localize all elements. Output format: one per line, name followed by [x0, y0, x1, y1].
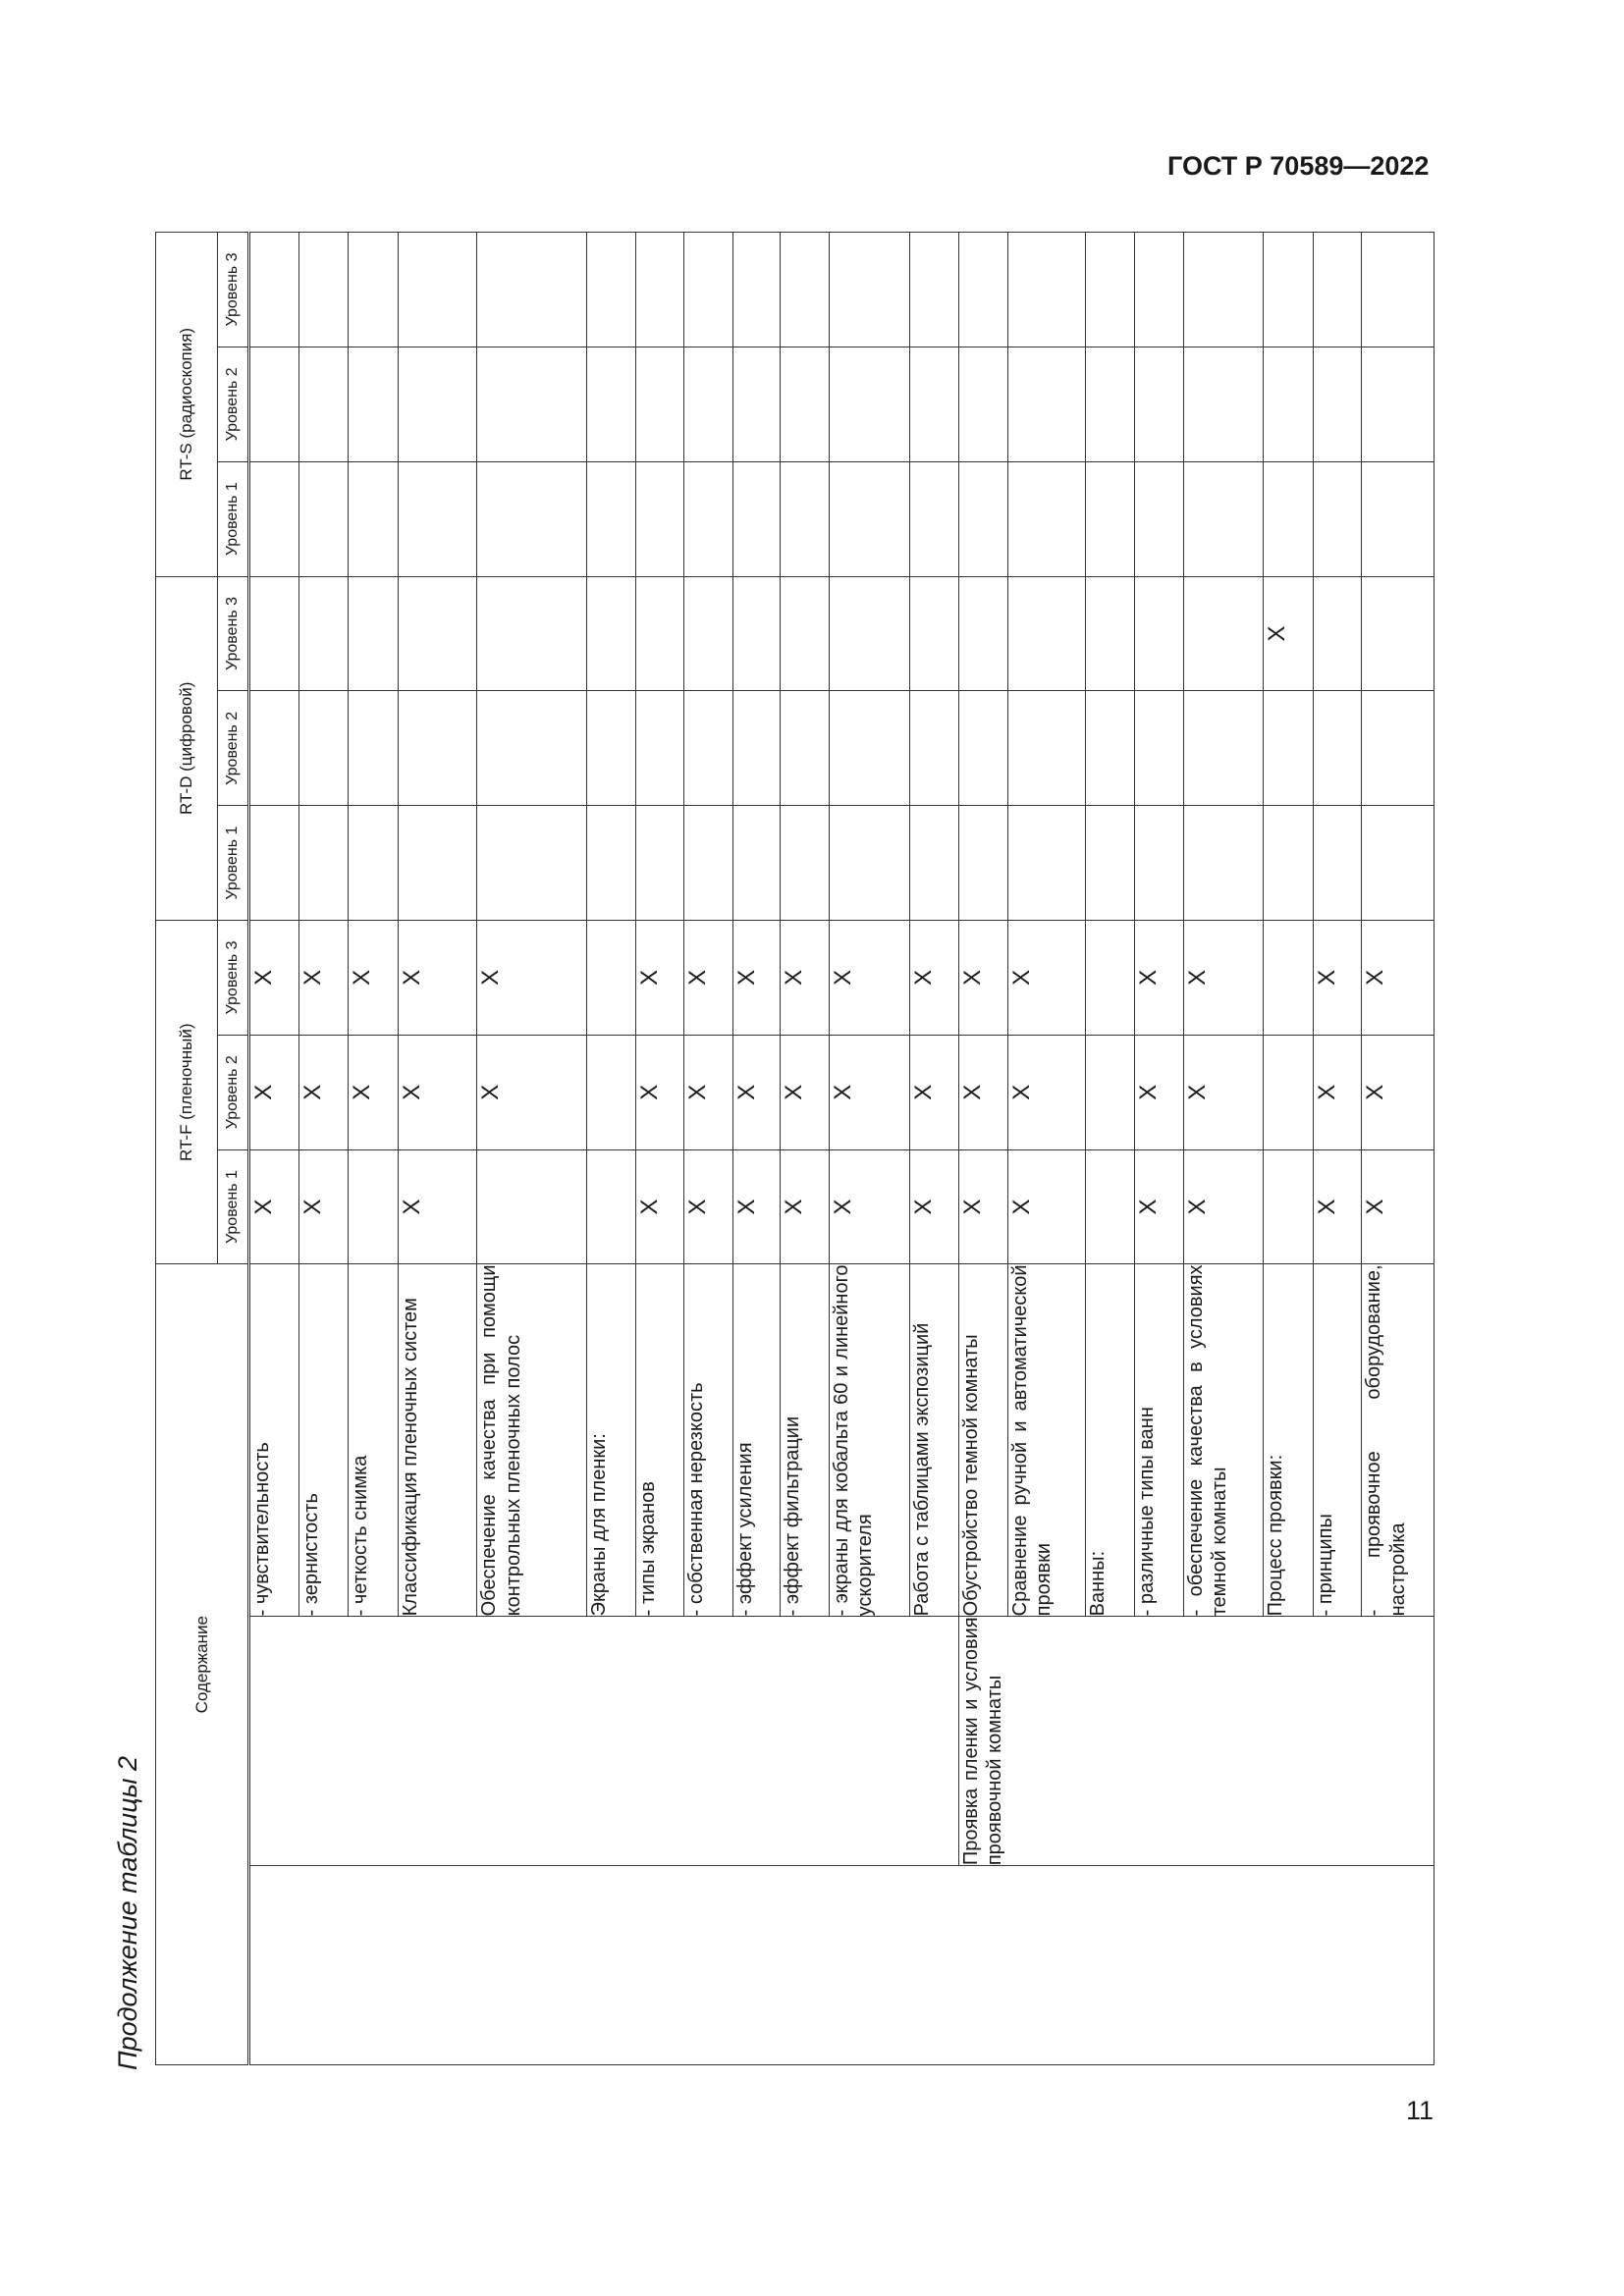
level-mark-cell: X — [1264, 576, 1314, 691]
level-mark-cell — [349, 806, 399, 921]
level-mark-cell — [1086, 1035, 1135, 1149]
level-mark-cell — [1183, 691, 1264, 806]
level-mark-cell — [1086, 691, 1135, 806]
row-content-cell: - обеспечение качества в условиях темной комнаты — [1183, 1264, 1264, 1617]
level-mark-cell: X — [732, 921, 781, 1036]
level-mark-cell — [684, 347, 733, 461]
level-mark-cell — [909, 691, 959, 806]
level-mark-cell — [684, 461, 733, 576]
level-mark-cell — [1362, 691, 1435, 806]
level-mark-cell: X — [959, 921, 1008, 1036]
level-mark-cell — [249, 461, 299, 576]
level-mark-cell — [684, 806, 733, 921]
level-header: Уровень 1 — [218, 1149, 249, 1264]
level-mark-cell: X — [909, 1035, 959, 1149]
level-mark-cell: X — [959, 1149, 1008, 1264]
level-mark-cell — [1313, 691, 1362, 806]
level-mark-cell — [1313, 806, 1362, 921]
level-mark-cell — [398, 691, 477, 806]
level-mark-cell — [1007, 461, 1086, 576]
level-mark-cell — [1264, 1035, 1314, 1149]
level-mark-cell — [249, 347, 299, 461]
level-mark-cell — [349, 1149, 399, 1264]
level-mark-cell — [1086, 461, 1135, 576]
level-mark-cell — [635, 347, 684, 461]
level-mark-cell: X — [635, 1035, 684, 1149]
level-mark-cell — [398, 347, 477, 461]
level-mark-cell: X — [1362, 1149, 1435, 1264]
level-mark-cell: X — [830, 1035, 910, 1149]
level-mark-cell — [1362, 576, 1435, 691]
level-mark-cell — [1362, 347, 1435, 461]
level-mark-cell: X — [781, 1149, 830, 1264]
level-mark-cell — [1183, 806, 1264, 921]
level-header: Уровень 1 — [218, 806, 249, 921]
level-mark-cell — [732, 347, 781, 461]
level-mark-cell — [587, 233, 636, 347]
level-mark-cell — [1313, 347, 1362, 461]
level-mark-cell — [732, 233, 781, 347]
row-content-cell: Обеспечение качества при помощи контрольных пленочных полос — [477, 1264, 587, 1617]
level-mark-cell: X — [684, 1149, 733, 1264]
level-header: Уровень 3 — [218, 921, 249, 1036]
row-content-cell: Классификация пленочных систем — [398, 1264, 477, 1617]
level-mark-cell — [1135, 691, 1184, 806]
level-mark-cell: X — [477, 1035, 587, 1149]
level-mark-cell — [1135, 576, 1184, 691]
level-mark-cell — [1264, 233, 1314, 347]
row-content-cell: Работа с таблицами экспозиций — [909, 1264, 959, 1617]
level-mark-cell — [781, 233, 830, 347]
level-mark-cell — [477, 461, 587, 576]
level-mark-cell — [909, 806, 959, 921]
level-mark-cell: X — [1007, 1149, 1086, 1264]
row-content-cell: Процесс проявки: — [1264, 1264, 1314, 1617]
row-content-cell: - принципы — [1313, 1264, 1362, 1617]
row-content-cell: - чувствительность — [249, 1264, 299, 1617]
level-header: Уровень 2 — [218, 1035, 249, 1149]
level-mark-cell — [349, 461, 399, 576]
level-mark-cell — [1264, 921, 1314, 1036]
level-mark-cell — [830, 576, 910, 691]
group-header-rt-d: RT-D (цифровой) — [156, 576, 218, 920]
level-mark-cell — [1313, 233, 1362, 347]
level-mark-cell: X — [1183, 1149, 1264, 1264]
row-content-cell: - проявочное оборудование, настройка — [1362, 1264, 1435, 1617]
level-header: Уровень 1 — [218, 461, 249, 576]
level-mark-cell — [1183, 347, 1264, 461]
level-mark-cell — [781, 461, 830, 576]
level-mark-cell — [959, 347, 1008, 461]
row-content-cell: Экраны для пленки: — [587, 1264, 636, 1617]
level-mark-cell — [249, 233, 299, 347]
level-header: Уровень 2 — [218, 347, 249, 461]
level-mark-cell — [349, 576, 399, 691]
level-mark-cell — [959, 806, 1008, 921]
level-mark-cell: X — [398, 1035, 477, 1149]
level-mark-cell — [1086, 233, 1135, 347]
level-mark-cell: X — [249, 1035, 299, 1149]
level-mark-cell — [1183, 233, 1264, 347]
row-content-cell: - типы экранов — [635, 1264, 684, 1617]
level-mark-cell: X — [349, 921, 399, 1036]
level-mark-cell — [909, 347, 959, 461]
level-mark-cell: X — [398, 1149, 477, 1264]
level-mark-cell — [1313, 576, 1362, 691]
level-mark-cell — [830, 233, 910, 347]
level-mark-cell — [587, 691, 636, 806]
level-mark-cell — [249, 806, 299, 921]
level-mark-cell: X — [830, 921, 910, 1036]
level-mark-cell — [1135, 461, 1184, 576]
level-mark-cell — [1264, 347, 1314, 461]
level-mark-cell — [1362, 233, 1435, 347]
level-mark-cell: X — [732, 1035, 781, 1149]
level-mark-cell: X — [298, 921, 349, 1036]
level-mark-cell — [298, 461, 349, 576]
level-mark-cell — [830, 347, 910, 461]
table-body — [249, 233, 1435, 2065]
level-mark-cell — [587, 461, 636, 576]
level-mark-cell — [477, 347, 587, 461]
table-row — [959, 233, 1008, 2065]
row-content-cell: - различные типы ванн — [1135, 1264, 1184, 1617]
level-mark-cell: X — [781, 1035, 830, 1149]
level-mark-cell — [959, 576, 1008, 691]
level-mark-cell: X — [349, 1035, 399, 1149]
level-mark-cell — [684, 233, 733, 347]
row-content-cell: - собственная нерезкость — [684, 1264, 733, 1617]
level-mark-cell — [398, 461, 477, 576]
level-mark-cell — [398, 576, 477, 691]
row-content-cell: - зернистость — [298, 1264, 349, 1617]
level-mark-cell: X — [1135, 1149, 1184, 1264]
level-mark-cell: X — [398, 921, 477, 1036]
level-mark-cell: X — [1183, 921, 1264, 1036]
standard-designation: ГОСТ Р 70589—2022 — [1167, 151, 1430, 181]
level-mark-cell — [635, 576, 684, 691]
level-mark-cell — [298, 691, 349, 806]
level-mark-cell — [298, 576, 349, 691]
level-mark-cell — [1007, 347, 1086, 461]
level-mark-cell — [1086, 347, 1135, 461]
level-mark-cell — [587, 806, 636, 921]
level-mark-cell — [298, 806, 349, 921]
level-mark-cell — [1362, 806, 1435, 921]
table-continuation-caption: Продолжение таблицы 2 — [113, 1755, 142, 2070]
level-mark-cell — [635, 806, 684, 921]
level-mark-cell: X — [298, 1035, 349, 1149]
level-mark-cell — [587, 1149, 636, 1264]
level-mark-cell — [349, 347, 399, 461]
level-mark-cell — [1086, 921, 1135, 1036]
level-mark-cell: X — [1362, 1035, 1435, 1149]
level-mark-cell — [1264, 461, 1314, 576]
level-mark-cell — [830, 691, 910, 806]
level-mark-cell — [635, 461, 684, 576]
level-mark-cell — [1264, 1149, 1314, 1264]
level-mark-cell — [781, 576, 830, 691]
level-mark-cell — [477, 806, 587, 921]
level-mark-cell — [1135, 233, 1184, 347]
level-mark-cell — [298, 233, 349, 347]
level-mark-cell — [1313, 461, 1362, 576]
row-content-cell: - эффект фильтрации — [781, 1264, 830, 1617]
level-mark-cell — [1086, 806, 1135, 921]
level-mark-cell: X — [1362, 921, 1435, 1036]
level-mark-cell: X — [684, 921, 733, 1036]
level-mark-cell — [909, 233, 959, 347]
level-mark-cell — [1086, 1149, 1135, 1264]
level-mark-cell — [477, 1149, 587, 1264]
level-mark-cell — [398, 806, 477, 921]
level-mark-cell — [1183, 576, 1264, 691]
level-mark-cell — [1183, 461, 1264, 576]
level-mark-cell — [1007, 691, 1086, 806]
level-mark-cell — [349, 233, 399, 347]
level-mark-cell — [959, 461, 1008, 576]
level-mark-cell: X — [781, 921, 830, 1036]
level-mark-cell: X — [1313, 1149, 1362, 1264]
level-mark-cell — [249, 576, 299, 691]
level-mark-cell — [959, 233, 1008, 347]
level-mark-cell: X — [1135, 1035, 1184, 1149]
level-mark-cell: X — [684, 1035, 733, 1149]
level-mark-cell: X — [1007, 1035, 1086, 1149]
level-mark-cell — [635, 233, 684, 347]
level-mark-cell — [349, 691, 399, 806]
section-cell-empty — [249, 1617, 959, 1866]
level-mark-cell — [1086, 576, 1135, 691]
level-mark-cell: X — [830, 1149, 910, 1264]
level-mark-cell — [1007, 576, 1086, 691]
level-mark-cell — [587, 576, 636, 691]
requirements-table-container — [155, 232, 1435, 2065]
level-mark-cell — [830, 806, 910, 921]
row-content-cell: - экраны для кобальта 60 и линейного ускорителя — [830, 1264, 910, 1617]
level-mark-cell — [781, 347, 830, 461]
level-mark-cell — [909, 576, 959, 691]
level-mark-cell — [732, 461, 781, 576]
table-row — [249, 233, 299, 2065]
level-mark-cell: X — [1183, 1035, 1264, 1149]
level-mark-cell — [830, 461, 910, 576]
level-header: Уровень 2 — [218, 691, 249, 806]
level-mark-cell — [1007, 233, 1086, 347]
requirements-table — [155, 232, 1435, 2065]
level-mark-cell — [587, 347, 636, 461]
level-mark-cell — [781, 806, 830, 921]
level-mark-cell: X — [477, 921, 587, 1036]
row-content-cell: - эффект усиления — [732, 1264, 781, 1617]
level-mark-cell — [587, 921, 636, 1036]
level-mark-cell: X — [635, 921, 684, 1036]
level-mark-cell: X — [635, 1149, 684, 1264]
group-header-rt-s: RT-S (радиоскопия) — [156, 233, 218, 577]
level-mark-cell — [1135, 806, 1184, 921]
level-mark-cell: X — [909, 921, 959, 1036]
level-mark-cell — [1135, 347, 1184, 461]
level-mark-cell — [909, 461, 959, 576]
level-mark-cell: X — [1007, 921, 1086, 1036]
level-mark-cell: X — [298, 1149, 349, 1264]
level-mark-cell — [684, 576, 733, 691]
topic-cell-empty — [249, 1866, 1435, 2065]
level-mark-cell — [1264, 806, 1314, 921]
level-mark-cell — [477, 233, 587, 347]
row-content-cell: Сравнение ручной и автоматической проявки — [1007, 1264, 1086, 1617]
row-content-cell: Обустройство темной комнаты — [959, 1264, 1008, 1617]
level-mark-cell — [249, 691, 299, 806]
group-header-rt-f: RT-F (пленочный) — [156, 921, 218, 1264]
level-mark-cell — [781, 691, 830, 806]
level-mark-cell — [732, 806, 781, 921]
level-mark-cell: X — [732, 1149, 781, 1264]
level-mark-cell — [398, 233, 477, 347]
level-mark-cell — [587, 1035, 636, 1149]
level-mark-cell — [959, 691, 1008, 806]
level-mark-cell: X — [909, 1149, 959, 1264]
level-mark-cell: X — [1313, 921, 1362, 1036]
level-mark-cell — [732, 691, 781, 806]
level-mark-cell: X — [1313, 1035, 1362, 1149]
level-mark-cell: X — [1135, 921, 1184, 1036]
level-header: Уровень 3 — [218, 576, 249, 691]
level-mark-cell — [1264, 691, 1314, 806]
level-mark-cell — [1007, 806, 1086, 921]
section-cell: Проявка пленки и условия проявочной комнаты — [959, 1617, 1435, 1866]
level-mark-cell — [684, 691, 733, 806]
level-mark-cell — [298, 347, 349, 461]
page-number: 11 — [1406, 2096, 1435, 2125]
level-mark-cell — [635, 691, 684, 806]
level-mark-cell — [477, 691, 587, 806]
level-mark-cell: X — [249, 1149, 299, 1264]
level-mark-cell — [732, 576, 781, 691]
level-mark-cell — [1362, 461, 1435, 576]
table-head — [156, 233, 249, 2065]
level-mark-cell: X — [959, 1035, 1008, 1149]
content-column-header: Содержание — [156, 1264, 249, 2065]
level-header: Уровень 3 — [218, 233, 249, 347]
level-mark-cell — [477, 576, 587, 691]
row-content-cell: - четкость снимка — [349, 1264, 399, 1617]
row-content-cell: Ванны: — [1086, 1264, 1135, 1617]
level-mark-cell: X — [249, 921, 299, 1036]
